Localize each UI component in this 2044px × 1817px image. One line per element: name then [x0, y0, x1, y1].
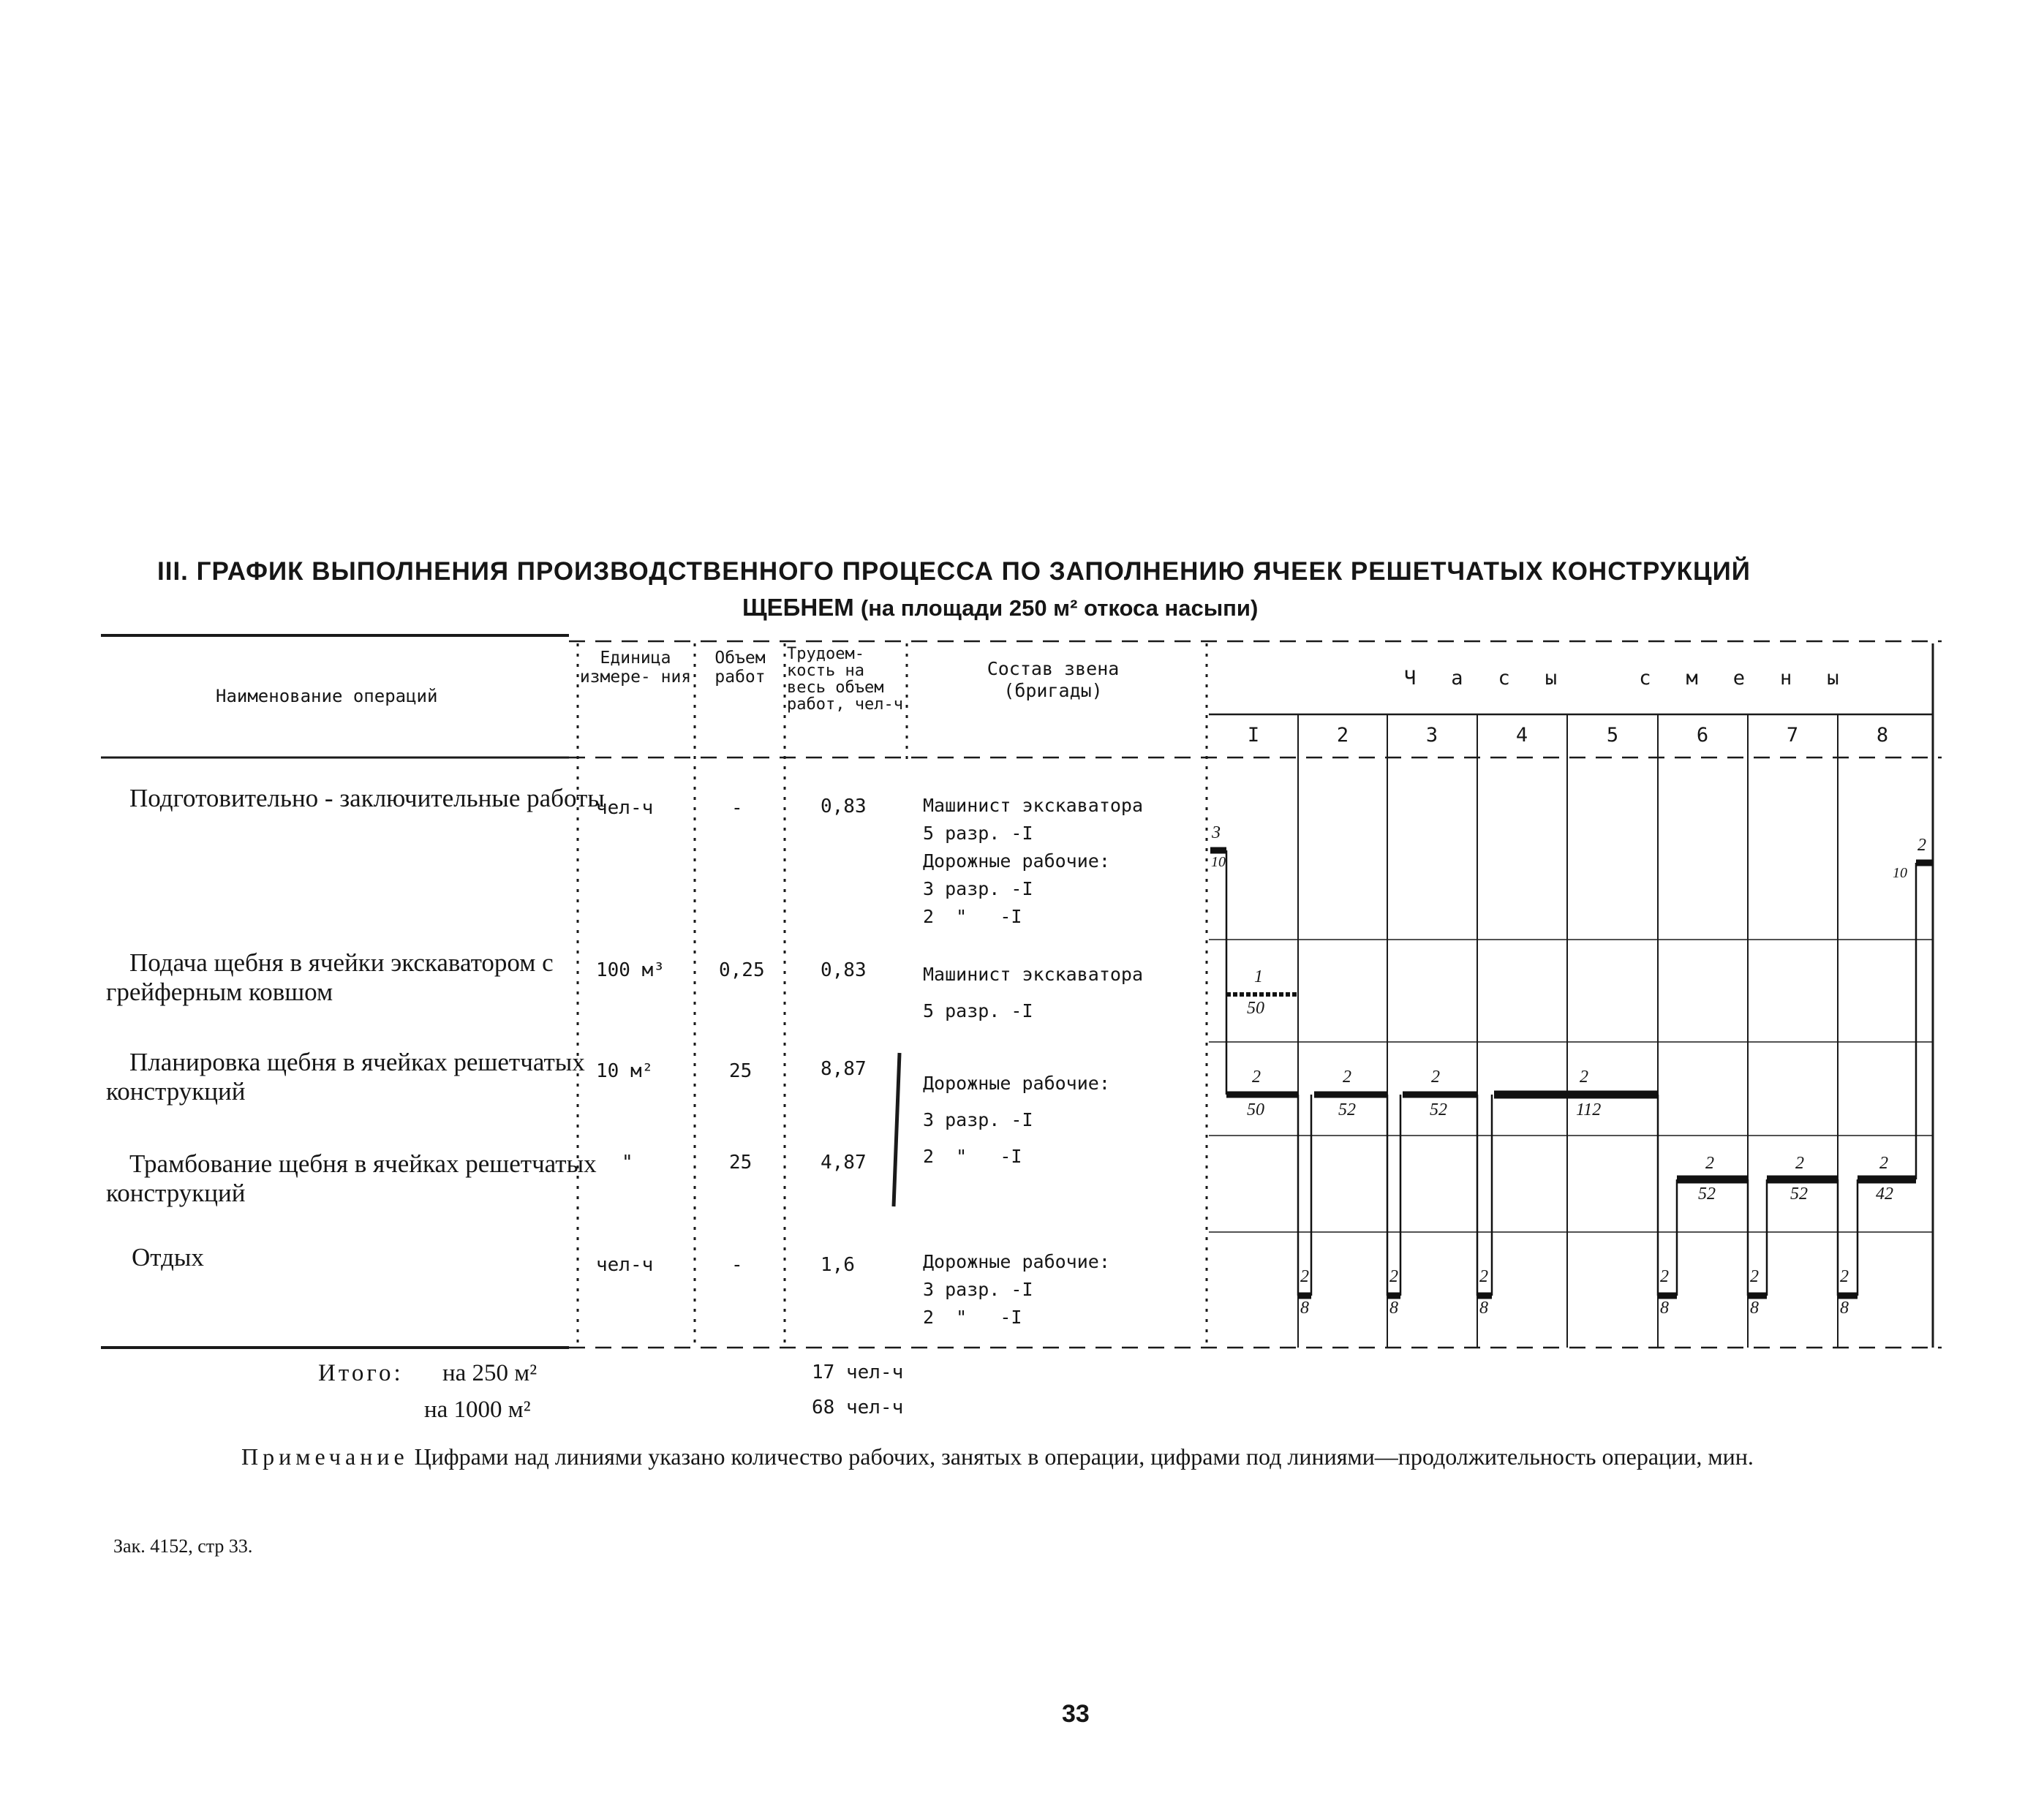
hour-label-1: I: [1247, 724, 1260, 747]
gantt-duration-label: 50: [1247, 999, 1264, 1018]
gantt-workers-label: 2: [1300, 1267, 1309, 1286]
hour-label-2: 2: [1336, 724, 1349, 747]
header-unit: Единица измере- ния: [579, 649, 692, 687]
gantt-workers-label: 2: [1879, 1154, 1888, 1173]
hour-label-3: 3: [1425, 724, 1438, 747]
gantt-duration-label: 10: [1211, 854, 1226, 870]
note-label: Примечание: [241, 1443, 409, 1470]
row-1-name: Подготовительно - заключительные работы: [129, 784, 605, 812]
row-2-name: Подача щебня в ячейки экскаватором с грейферным ковшом: [106, 948, 554, 1006]
gantt-bars: [1210, 850, 1933, 1296]
hour-label-7: 7: [1786, 724, 1799, 747]
gantt-duration-label: 8: [1840, 1299, 1849, 1318]
gantt-duration-label: 52: [1430, 1100, 1447, 1119]
gantt-duration-label: 10: [1893, 865, 1907, 881]
gantt-workers-label: 2: [1252, 1068, 1261, 1087]
gantt-workers-label: 2: [1479, 1267, 1488, 1286]
subtitle-sub: (на площади 250 м² откоса насыпи): [860, 595, 1259, 621]
row-1-crew: Машинист экскаватора 5 разр. -I Дорожные рабочие: 3 разр. -I 2 " -I: [923, 795, 1144, 927]
gantt-workers-label: 2: [1917, 836, 1926, 855]
gantt-duration-label: 8: [1300, 1299, 1309, 1318]
totals-label: Итого:: [318, 1360, 404, 1386]
gantt-duration-label: 8: [1750, 1299, 1759, 1318]
totals-line2-value: 68 чел-ч: [812, 1397, 904, 1419]
totals-line1-value: 17 чел-ч: [812, 1361, 904, 1383]
gantt-workers-label: 2: [1705, 1154, 1714, 1173]
gantt-workers-label: 2: [1840, 1267, 1849, 1286]
note-paragraph: [106, 1442, 1956, 1471]
gantt-duration-label: 8: [1389, 1299, 1398, 1318]
row-1-labor: 0,83: [821, 796, 867, 817]
hour-label-5: 5: [1606, 724, 1619, 747]
row-3-crew: Дорожные рабочие: 3 разр. -I 2 " -I: [923, 1073, 1110, 1167]
gantt-duration-label: 52: [1338, 1100, 1356, 1119]
gantt-workers-label: 3: [1212, 823, 1221, 842]
page-title: III. ГРАФИК ВЫПОЛНЕНИЯ ПРОИЗВОДСТВЕННОГО ПРОЦЕССА ПО ЗАПОЛНЕНИЮ ЯЧЕЕК РЕШЕТЧАТЫХ КОНСТРУКЦИЙ: [157, 557, 1751, 586]
row-4-labor: 4,87: [821, 1152, 867, 1174]
gantt-workers-label: 2: [1431, 1068, 1440, 1087]
row-3-labor: 8,87: [821, 1058, 867, 1080]
row-4-unit: ": [622, 1152, 633, 1174]
row-1-volume: -: [731, 797, 743, 819]
row-3-unit: 10 м²: [596, 1060, 654, 1082]
header-volume: Объем работ: [714, 649, 766, 687]
gantt-workers-label: 2: [1389, 1267, 1398, 1286]
row-5-labor: 1,6: [821, 1254, 855, 1276]
gantt-workers-label: 2: [1795, 1154, 1804, 1173]
hour-label-6: 6: [1696, 724, 1709, 747]
gantt-workers-label: 2: [1580, 1068, 1588, 1087]
row-5-volume: -: [731, 1254, 743, 1276]
hour-label-4: 4: [1515, 724, 1528, 747]
row-3-volume: 25: [729, 1060, 753, 1082]
row-5-unit: чел-ч: [596, 1254, 654, 1276]
header-labor: Трудоем- кость на весь объем работ, чел-ч: [787, 645, 903, 714]
row-3-name: Планировка щебня в ячейках решетчатых конструкций: [106, 1048, 585, 1106]
totals-line1-label: на 250 м²: [442, 1360, 538, 1386]
subtitle-main: ЩЕБНЕМ: [742, 594, 854, 621]
gantt-duration-label: 8: [1479, 1299, 1488, 1318]
gantt-duration-label: 52: [1698, 1185, 1716, 1204]
order-footer: Зак. 4152, стр 33.: [113, 1535, 253, 1557]
gantt-duration-label: 50: [1247, 1100, 1264, 1119]
row-1-unit: чел-ч: [596, 797, 654, 819]
gantt-duration-label: 112: [1576, 1100, 1602, 1119]
row-5-crew: Дорожные рабочие: 3 разр. -I 2 " -I: [923, 1251, 1110, 1328]
gantt-duration-label: 42: [1876, 1185, 1893, 1204]
gantt-duration-label: 8: [1660, 1299, 1669, 1318]
gantt-workers-label: 2: [1750, 1267, 1759, 1286]
row-2-crew: Машинист экскаватора 5 разр. -I: [923, 964, 1144, 1021]
gantt-duration-label: 52: [1790, 1185, 1808, 1204]
hour-label-8: 8: [1876, 724, 1889, 747]
totals-line2-label: на 1000 м²: [424, 1397, 531, 1423]
gantt-workers-label: 1: [1254, 967, 1263, 986]
row-4-name: Трамбование щебня в ячейках решетчатых конструкций: [106, 1149, 597, 1207]
row-5-name: Отдых: [132, 1243, 204, 1272]
gantt-workers-label: 2: [1343, 1068, 1351, 1087]
gantt-workers-label: 2: [1660, 1267, 1669, 1286]
header-operation: Наименование операций: [216, 686, 438, 706]
row-2-volume: 0,25: [719, 959, 765, 981]
row-4-volume: 25: [729, 1152, 753, 1174]
row-2-unit: 100 м³: [596, 959, 665, 981]
header-crew: Состав звена (бригады): [987, 658, 1120, 701]
row-2-labor: 0,83: [821, 959, 867, 981]
page-number: 33: [1062, 1700, 1090, 1728]
note-text: Цифрами над линиями указано количество рабочих, занятых в операции, цифрами под линиями—продолжительность операции, мин.: [414, 1443, 1754, 1470]
header-hours: Часы смены: [1404, 667, 1874, 690]
